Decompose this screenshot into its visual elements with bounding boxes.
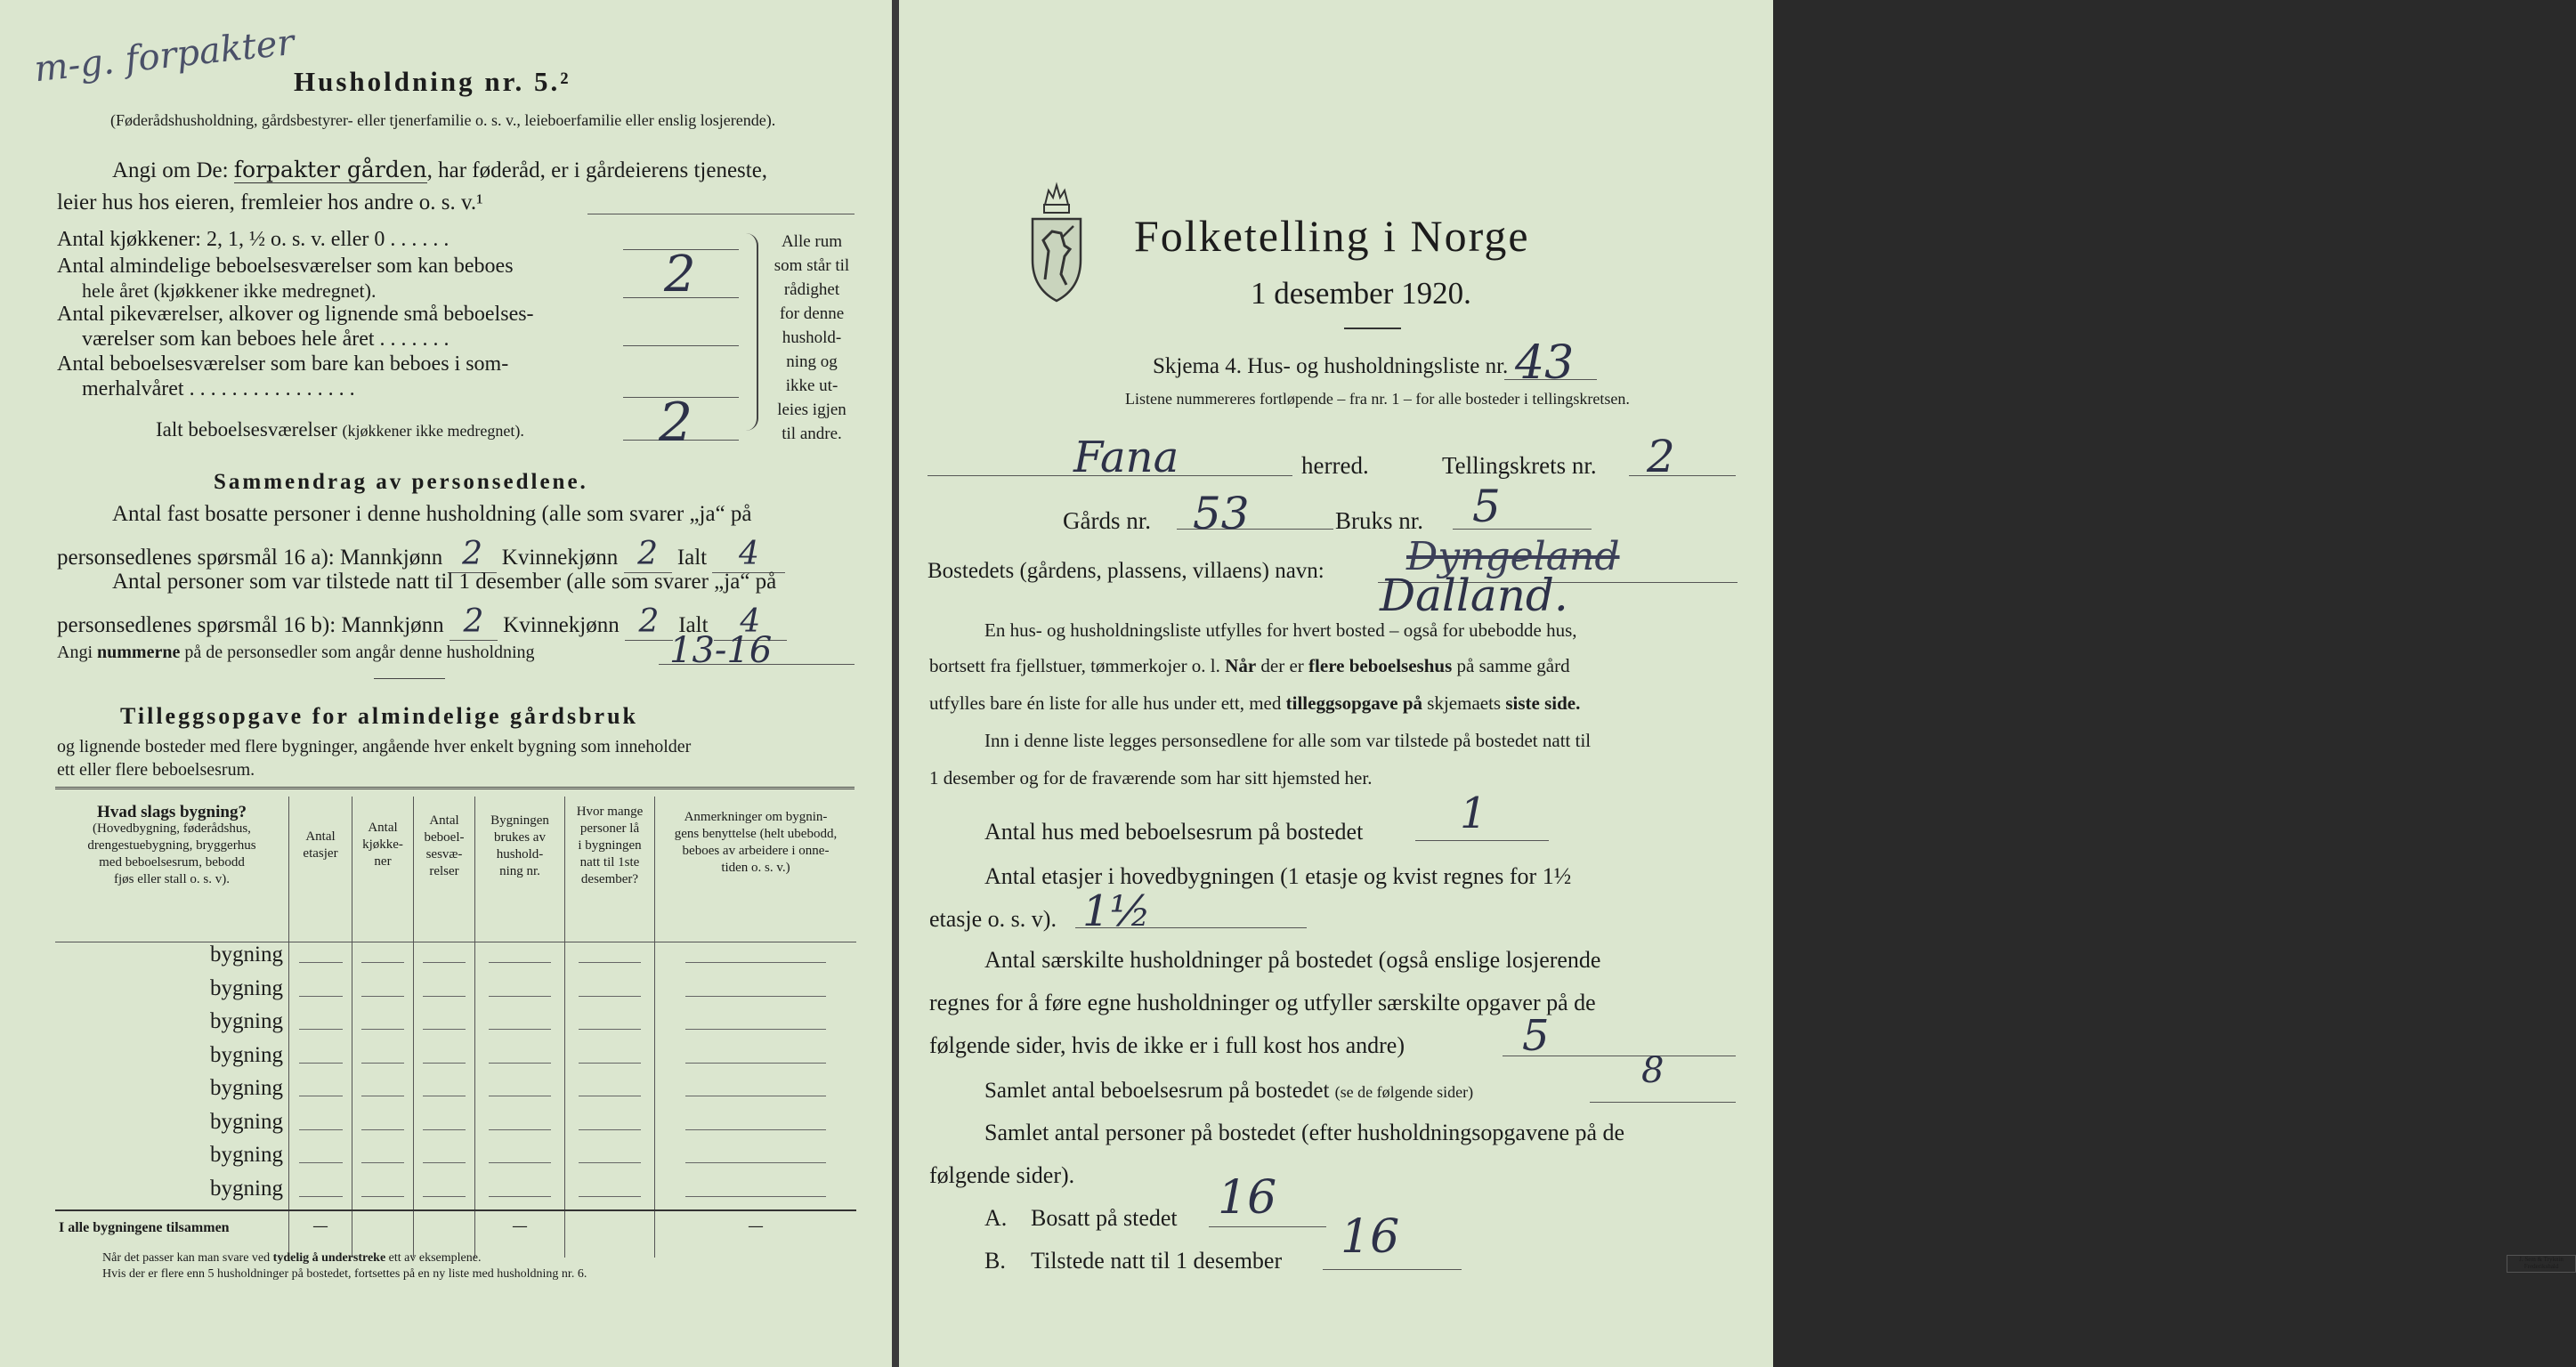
rooms-total-label: Ialt beboelsesværelser (kjøkkener ikke medregnet). xyxy=(156,418,524,441)
table-row: bygning xyxy=(55,1009,856,1043)
hus-value: 1 xyxy=(1460,789,1487,838)
summary-2-line-2: personsedlenes spørsmål 16 b): Mannkjønn 2 Kvinnekjønn 2 Ialt 4 xyxy=(57,603,787,641)
gards-value: 53 xyxy=(1193,488,1250,539)
angi-line-2: leier hus hos eieren, fremleier hos andre o. s. v.¹ xyxy=(57,190,483,214)
summary-1-male: 2 xyxy=(449,536,497,573)
summary-1-line-2: personsedlenes spørsmål 16 a): Mannkjønn 2 Kvinnekjønn 2 Ialt 4 xyxy=(57,536,785,573)
col-kitchens: Antal kjøkke- ner xyxy=(352,797,414,942)
census-date: 1 desember 1920. xyxy=(1251,276,1471,311)
supp-text-1: og lignende bosteder med flere bygninger, angående hver enkelt bygning som inneholder xyxy=(57,737,692,756)
bosted-struck-value: Dyngeland xyxy=(1406,534,1620,579)
coat-of-arms-icon xyxy=(1025,174,1088,306)
schema-number: 43 xyxy=(1515,336,1575,390)
rooms-total-value: 2 xyxy=(659,392,693,454)
samlet-rum-value: 8 xyxy=(1641,1050,1665,1091)
krets-value: 2 xyxy=(1647,431,1675,482)
left-page xyxy=(0,0,892,1367)
a-letter: A. xyxy=(984,1205,1008,1231)
summary-2-total: 4 xyxy=(714,603,787,641)
instruction-1-line-1: En hus- og husholdningsliste utfylles for hvert bosted – også for ubebodde hus, xyxy=(984,619,1577,641)
col-floors: Antal etasjer xyxy=(289,797,352,942)
table-total-row: I alle bygningene tilsammen — — — xyxy=(55,1210,856,1258)
rooms-row: Antal almindelige beboelsesværelser som kan beboes xyxy=(57,255,514,278)
rooms-row: værelser som kan beboes hele året . . . . . . . xyxy=(82,328,450,351)
rooms-row: Antal pikeværelser, alkover og lignende små beboelses- xyxy=(57,303,534,326)
b-value: 16 xyxy=(1341,1210,1400,1264)
b-label: Tilstede natt til 1 desember xyxy=(1031,1248,1283,1274)
b-letter: B. xyxy=(984,1248,1006,1274)
numbers-line: Angi nummerne på de personsedler som angår denne husholdning xyxy=(57,643,535,662)
rooms-side-note: Alle rum som står til rådighet for denne hushold- ning og ikke ut- leies igjen til andre. xyxy=(774,232,850,443)
summary-2-male: 2 xyxy=(450,603,498,641)
summary-2-female: 2 xyxy=(625,603,673,641)
table-row: bygning xyxy=(55,1043,856,1077)
rooms-row: Antal beboelsesværelser som bare kan beboes i som- xyxy=(57,352,509,376)
krets-label: Tellingskrets nr. xyxy=(1442,452,1597,479)
summary-title: Sammendrag av personsedlene. xyxy=(214,470,588,494)
printer-stamp: J. Sem & Tryknin Frederikshald xyxy=(2507,1255,2576,1273)
table-row: bygning xyxy=(55,942,856,976)
summary-1-female: 2 xyxy=(624,536,672,573)
building-table xyxy=(55,797,856,1258)
col-rooms: Antal beboel- sesvæ- relser xyxy=(414,797,475,942)
summary-1-total: 4 xyxy=(712,536,785,573)
hush-line-1: Antal særskilte husholdninger på bostedet (også enslige losjerende xyxy=(984,947,1601,973)
a-value: 16 xyxy=(1218,1171,1277,1225)
summary-1-line-1: Antal fast bosatte personer i denne husholdning (alle som svarer „ja“ på xyxy=(112,502,752,526)
table-row: bygning xyxy=(55,1177,856,1211)
summary-2-line-1: Antal personer som var tilstede natt til 1 desember (alle som svarer „ja“ på xyxy=(112,570,777,594)
samlet-pers-line-2: følgende sider). xyxy=(929,1162,1075,1188)
angi-label: Angi om De: xyxy=(112,158,229,182)
right-page xyxy=(899,0,2564,1367)
rooms-row: merhalvåret . . . . . . . . . . . . . . . . xyxy=(82,377,355,400)
angi-rest: , har føderåd, er i gårdeierens tjeneste, xyxy=(426,158,768,182)
handwritten-note: m-g. forpakter xyxy=(32,21,296,91)
footnote-1: Når det passer kan man svare ved tydelig å understreke ett av eksemplene. xyxy=(102,1251,482,1265)
col-building-type: Hvad slags bygning? (Hovedbygning, føderådshus, drengestuebygning, bryggerhus med beboelsesrum, bebodd fjøs eller stall o. s. v). xyxy=(55,797,289,942)
instruction-1-line-2: bortsett fra fjellstuer, tømmerkojer o. l. Når der er flere beboelseshus på samme gård xyxy=(929,655,1570,676)
title-divider xyxy=(1344,328,1401,329)
col-remarks: Anmerkninger om bygnin- gens benyttelse (helt ubebodd, beboes av arbeidere i onne- tiden o. s. v.) xyxy=(655,797,857,942)
angi-answer: forpakter gården xyxy=(233,157,427,182)
supp-title: Tilleggsopgave for almindelige gårdsbruk xyxy=(120,703,639,729)
table-row: bygning xyxy=(55,1143,856,1177)
household-subtitle: (Føderådshusholdning, gårdsbestyrer- eller tjenerfamilie o. s. v., leieboerfamilie eller enslig losjerende). xyxy=(110,111,776,129)
rooms-brace xyxy=(744,233,758,431)
bosted-label: Bostedets (gårdens, plassens, villaens) navn: xyxy=(928,559,1324,583)
table-row: bygning xyxy=(55,976,856,1010)
bruks-label: Bruks nr. xyxy=(1335,507,1424,534)
hus-label: Antal hus med beboelsesrum på bostedet xyxy=(984,819,1364,845)
table-row: bygning xyxy=(55,1110,856,1144)
herred-value: Fana xyxy=(1073,433,1179,482)
col-household: Bygningen brukes av hushold- ning nr. xyxy=(475,797,565,942)
footnote-2: Hvis der er flere enn 5 husholdninger på bostedet, fortsettes på en ny liste med husholdning nr. 6. xyxy=(102,1267,587,1281)
schema-note: Listene nummereres fortløpende – fra nr. 1 – for alle bosteder i tellingskretsen. xyxy=(1125,390,1630,408)
col-persons: Hvor mange personer lå i bygningen natt til 1ste desember? xyxy=(565,797,655,942)
bruks-value: 5 xyxy=(1472,481,1501,532)
numbers-value: 13-16 xyxy=(669,630,773,671)
etasjer-value: 1½ xyxy=(1082,886,1152,936)
hush-value: 5 xyxy=(1522,1011,1550,1061)
rooms-ordinary-value: 2 xyxy=(664,246,696,303)
bosted-value: Dalland. xyxy=(1380,570,1568,621)
schema-line: Skjema 4. Hus- og husholdningsliste nr. xyxy=(1153,354,1509,378)
herred-label: herred. xyxy=(1301,452,1369,479)
instruction-2-line-1: Inn i denne liste legges personsedlene for alle som var tilstede på bostedet natt til xyxy=(984,730,1592,751)
rooms-row: hele året (kjøkkener ikke medregnet). xyxy=(82,279,377,302)
gards-label: Gårds nr. xyxy=(1063,507,1151,534)
table-row: bygning xyxy=(55,1076,856,1110)
hush-line-2: regnes for å føre egne husholdninger og utfyller særskilte opgaver på de xyxy=(929,990,1596,1015)
etasjer-line-2: etasje o. s. v). xyxy=(929,906,1057,932)
samlet-pers-line-1: Samlet antal personer på bostedet (efter husholdningsopgavene på de xyxy=(984,1120,1625,1145)
hush-line-3: følgende sider, hvis de ikke er i full kost hos andre) xyxy=(929,1032,1405,1058)
angi-line-1 xyxy=(112,157,767,183)
divider xyxy=(374,678,445,679)
instruction-1-line-3: utfylles bare én liste for alle hus under ett, med tilleggsopgave på skjemaets siste side. xyxy=(929,692,1581,714)
rooms-row: Antal kjøkkener: 2, 1, ½ o. s. v. eller 0 . . . . . . xyxy=(57,228,450,251)
supp-text-2: ett eller flere beboelsesrum. xyxy=(57,760,255,780)
household-title: Husholdning nr. 5.² xyxy=(294,66,571,97)
samlet-rum-line: Samlet antal beboelsesrum på bostedet (se de følgende sider) xyxy=(984,1079,1474,1103)
etasjer-line-1: Antal etasjer i hovedbygningen (1 etasje og kvist regnes for 1½ xyxy=(984,863,1572,889)
instruction-2-line-2: 1 desember og for de fraværende som har sitt hjemsted her. xyxy=(929,767,1373,789)
a-label: Bosatt på stedet xyxy=(1031,1205,1178,1231)
page-fold xyxy=(892,0,899,1367)
census-title: Folketelling i Norge xyxy=(1134,211,1530,261)
